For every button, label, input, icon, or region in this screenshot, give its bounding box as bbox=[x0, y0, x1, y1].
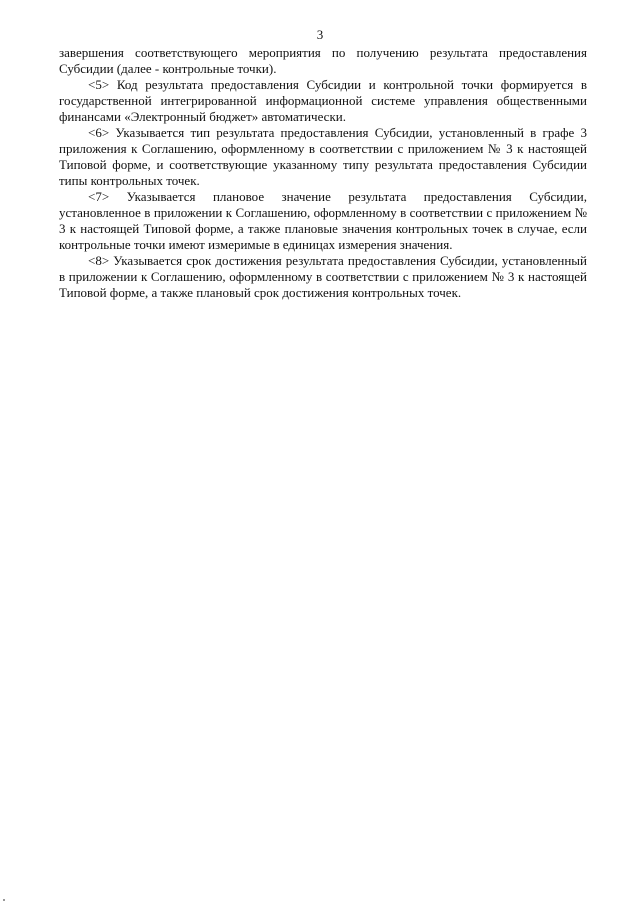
footnote-8: <8> Указывается срок достижения результата предоставления Субсидии, установленный в приложении к Соглашению, оформленному в соответствии с приложением № 3 к настоящей Типовой форме, а также плановый срок достижения контрольных точек. bbox=[59, 253, 587, 300]
document-body bbox=[59, 45, 587, 301]
page-number: 3 bbox=[316, 27, 324, 42]
scan-artifact bbox=[3, 899, 5, 901]
footnote-7: <7> Указывается плановое значение результата предоставления Субсидии, установленное в приложении к Соглашению, оформленному в соответствии с приложением № 3 к настоящей Типовой форме, а также плановые значения контрольных точек в случае, если контрольные точки имеют измеримые в единицах измерения значения. bbox=[59, 189, 587, 252]
footnote-6: <6> Указывается тип результата предоставления Субсидии, установленный в графе 3 приложения к Соглашению, оформленному в соответствии с приложением № 3 к настоящей Типовой форме, и соответствующие указанному типу результата предоставления Субсидии типы контрольных точек. bbox=[59, 125, 587, 188]
footnote-5: <5> Код результата предоставления Субсидии и контрольной точки формируется в государственной интегрированной информационной системе управления общественными финансами «Электронный бюджет» автоматически. bbox=[59, 77, 587, 124]
footnote-continuation: завершения соответствующего мероприятия по получению результата предоставления Субсидии (далее - контрольные точки). bbox=[59, 45, 587, 76]
